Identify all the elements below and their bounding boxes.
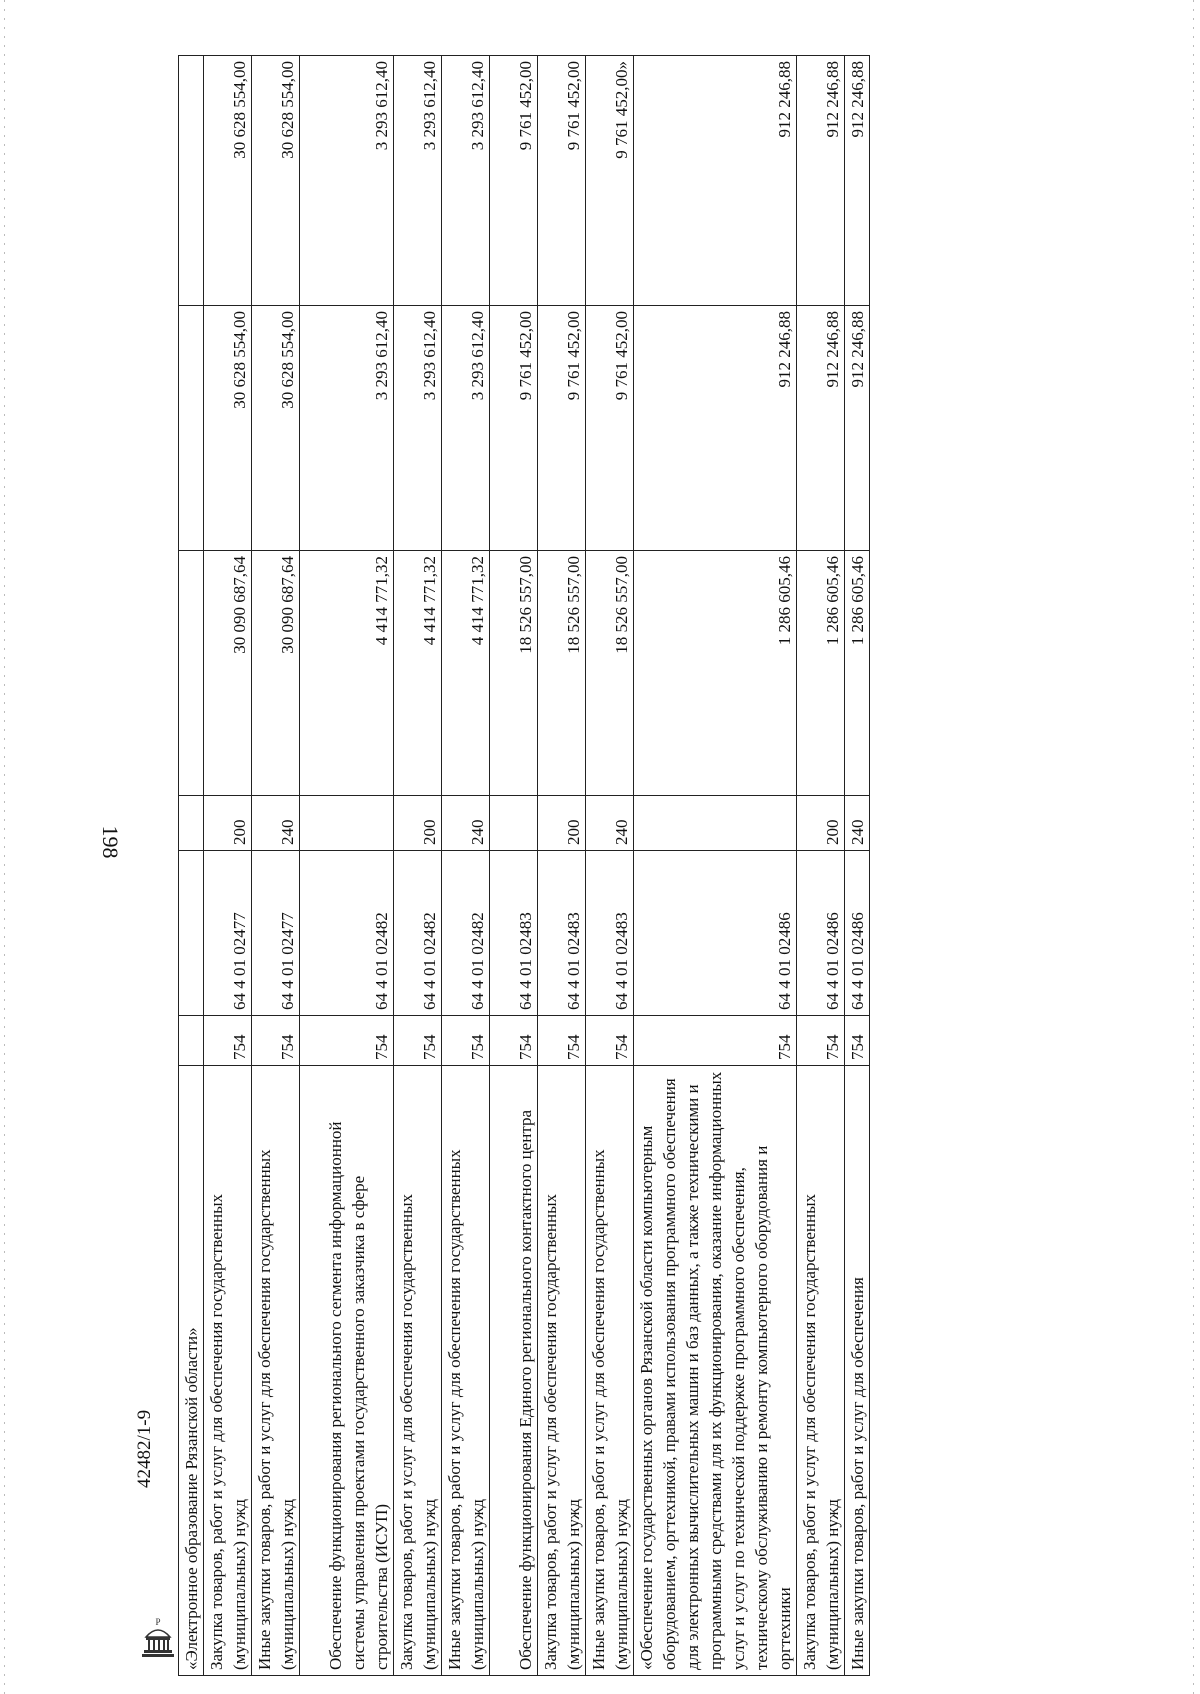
- row-amount-1: 30 090 687,64: [204, 551, 252, 796]
- row-amount-3: 9 761 452,00: [538, 56, 586, 306]
- row-amount-2: 9 761 452,00: [586, 306, 634, 551]
- row-name: Обеспечение функционирования Единого регионального контактного центра: [490, 1066, 538, 1676]
- row-amount-3: [179, 56, 204, 306]
- table-row: [252, 56, 300, 1676]
- table-row: [204, 56, 252, 1676]
- table-row: [845, 56, 870, 1676]
- row-vr: [490, 796, 538, 851]
- scan-edge-left: [4, 0, 5, 1694]
- row-vr: 240: [586, 796, 634, 851]
- table-row: [538, 56, 586, 1676]
- row-name: Иные закупки товаров, работ и услуг для обеспечения государственных (муниципальных) нужд: [442, 1066, 490, 1676]
- row-csr: 64 4 01 02482: [394, 851, 442, 1016]
- row-amount-2: 30 628 554,00: [204, 306, 252, 551]
- row-name: Закупка товаров, работ и услуг для обеспечения государственных (муниципальных) нужд: [204, 1066, 252, 1676]
- row-csr: 64 4 01 02486: [797, 851, 845, 1016]
- row-amount-3: 9 761 452,00: [490, 56, 538, 306]
- row-grbs: 754: [634, 1016, 797, 1066]
- row-amount-1: [179, 551, 204, 796]
- row-amount-2: 912 246,88: [797, 306, 845, 551]
- table-row: [490, 56, 538, 1676]
- row-vr: 200: [204, 796, 252, 851]
- row-amount-2: 9 761 452,00: [538, 306, 586, 551]
- row-vr: 200: [394, 796, 442, 851]
- row-vr: 240: [442, 796, 490, 851]
- table-row: [442, 56, 490, 1676]
- row-grbs: 754: [204, 1016, 252, 1066]
- row-grbs: 754: [586, 1016, 634, 1066]
- row-grbs: 754: [394, 1016, 442, 1066]
- row-amount-1: 1 286 605,46: [797, 551, 845, 796]
- row-name: Закупка товаров, работ и услуг для обеспечения государственных (муниципальных) нужд: [797, 1066, 845, 1676]
- row-amount-1: 18 526 557,00: [586, 551, 634, 796]
- row-csr: 64 4 01 02486: [634, 851, 797, 1016]
- row-amount-2: 3 293 612,40: [394, 306, 442, 551]
- row-amount-3: 3 293 612,40: [394, 56, 442, 306]
- row-name: «Обеспечение государственных органов Рязанской области компьютерным оборудованием, оргтехникой, правами использования программного обеспечения для электронных вычислительных машин и баз данных, а также техническими и программными средствами для их функционирования, оказание информационных услуг и услуг по технической поддержке программного обеспечения, техническому обслуживанию и ремонту компьютерного оборудования и оргтехники: [634, 1066, 797, 1676]
- row-name: «Электронное образование Рязанской области»: [179, 1066, 204, 1676]
- row-csr: 64 4 01 02482: [300, 851, 394, 1016]
- row-amount-3: 30 628 554,00: [252, 56, 300, 306]
- row-amount-1: 4 414 771,32: [394, 551, 442, 796]
- row-csr: 64 4 01 02477: [252, 851, 300, 1016]
- row-grbs: 754: [490, 1016, 538, 1066]
- budget-table: [178, 55, 870, 1676]
- row-amount-2: [179, 306, 204, 551]
- row-vr: 200: [797, 796, 845, 851]
- row-vr: [634, 796, 797, 851]
- row-name: Закупка товаров, работ и услуг для обеспечения государственных (муниципальных) нужд: [394, 1066, 442, 1676]
- row-csr: [179, 851, 204, 1016]
- row-amount-3: 912 246,88: [634, 56, 797, 306]
- row-grbs: 754: [538, 1016, 586, 1066]
- row-grbs: [179, 1016, 204, 1066]
- row-csr: 64 4 01 02482: [442, 851, 490, 1016]
- row-vr: 200: [538, 796, 586, 851]
- row-amount-2: 912 246,88: [845, 306, 870, 551]
- row-name: Обеспечение функционирования регионального сегмента информационной системы управления проектами государственного заказчика в сфере строительства (ИСУП): [300, 1066, 394, 1676]
- row-name: Закупка товаров, работ и услуг для обеспечения государственных (муниципальных) нужд: [538, 1066, 586, 1676]
- row-amount-3: 912 246,88: [845, 56, 870, 306]
- table-row: [586, 56, 634, 1676]
- row-grbs: 754: [300, 1016, 394, 1066]
- row-vr: [179, 796, 204, 851]
- row-csr: 64 4 01 02486: [845, 851, 870, 1016]
- table-row: [797, 56, 845, 1676]
- row-csr: 64 4 01 02477: [204, 851, 252, 1016]
- table-row: [300, 56, 394, 1676]
- row-amount-3: 30 628 554,00: [204, 56, 252, 306]
- row-vr: [300, 796, 394, 851]
- row-name: Иные закупки товаров, работ и услуг для обеспечения государственных (муниципальных) нужд: [586, 1066, 634, 1676]
- row-amount-3: 9 761 452,00»: [586, 56, 634, 306]
- row-name: Иные закупки товаров, работ и услуг для обеспечения: [845, 1066, 870, 1676]
- row-amount-1: 1 286 605,46: [845, 551, 870, 796]
- row-amount-3: 912 246,88: [797, 56, 845, 306]
- row-amount-2: 912 246,88: [634, 306, 797, 551]
- row-amount-2: 3 293 612,40: [300, 306, 394, 551]
- row-amount-3: 3 293 612,40: [442, 56, 490, 306]
- row-amount-1: 4 414 771,32: [300, 551, 394, 796]
- government-emblem-icon: [138, 1615, 178, 1659]
- row-grbs: 754: [252, 1016, 300, 1066]
- table-row: [179, 56, 204, 1676]
- row-amount-1: 18 526 557,00: [490, 551, 538, 796]
- table-row: [634, 56, 797, 1676]
- svg-text:Р: Р: [155, 1617, 161, 1627]
- row-grbs: 754: [442, 1016, 490, 1066]
- row-csr: 64 4 01 02483: [586, 851, 634, 1016]
- row-grbs: 754: [845, 1016, 870, 1066]
- row-name: Иные закупки товаров, работ и услуг для обеспечения государственных (муниципальных) нужд: [252, 1066, 300, 1676]
- row-vr: 240: [845, 796, 870, 851]
- row-amount-1: 30 090 687,64: [252, 551, 300, 796]
- row-amount-1: 1 286 605,46: [634, 551, 797, 796]
- row-amount-2: 30 628 554,00: [252, 306, 300, 551]
- row-csr: 64 4 01 02483: [490, 851, 538, 1016]
- row-amount-3: 3 293 612,40: [300, 56, 394, 306]
- row-amount-1: 4 414 771,32: [442, 551, 490, 796]
- row-amount-2: 3 293 612,40: [442, 306, 490, 551]
- table-row: [394, 56, 442, 1676]
- row-vr: 240: [252, 796, 300, 851]
- scan-edge-right: [1193, 0, 1194, 1694]
- row-grbs: 754: [797, 1016, 845, 1066]
- document-code: 42482/1-9: [134, 1409, 155, 1488]
- row-amount-2: 9 761 452,00: [490, 306, 538, 551]
- budget-table-frame: [178, 56, 1044, 1676]
- page-number: 198: [98, 825, 123, 859]
- row-csr: 64 4 01 02483: [538, 851, 586, 1016]
- row-amount-1: 18 526 557,00: [538, 551, 586, 796]
